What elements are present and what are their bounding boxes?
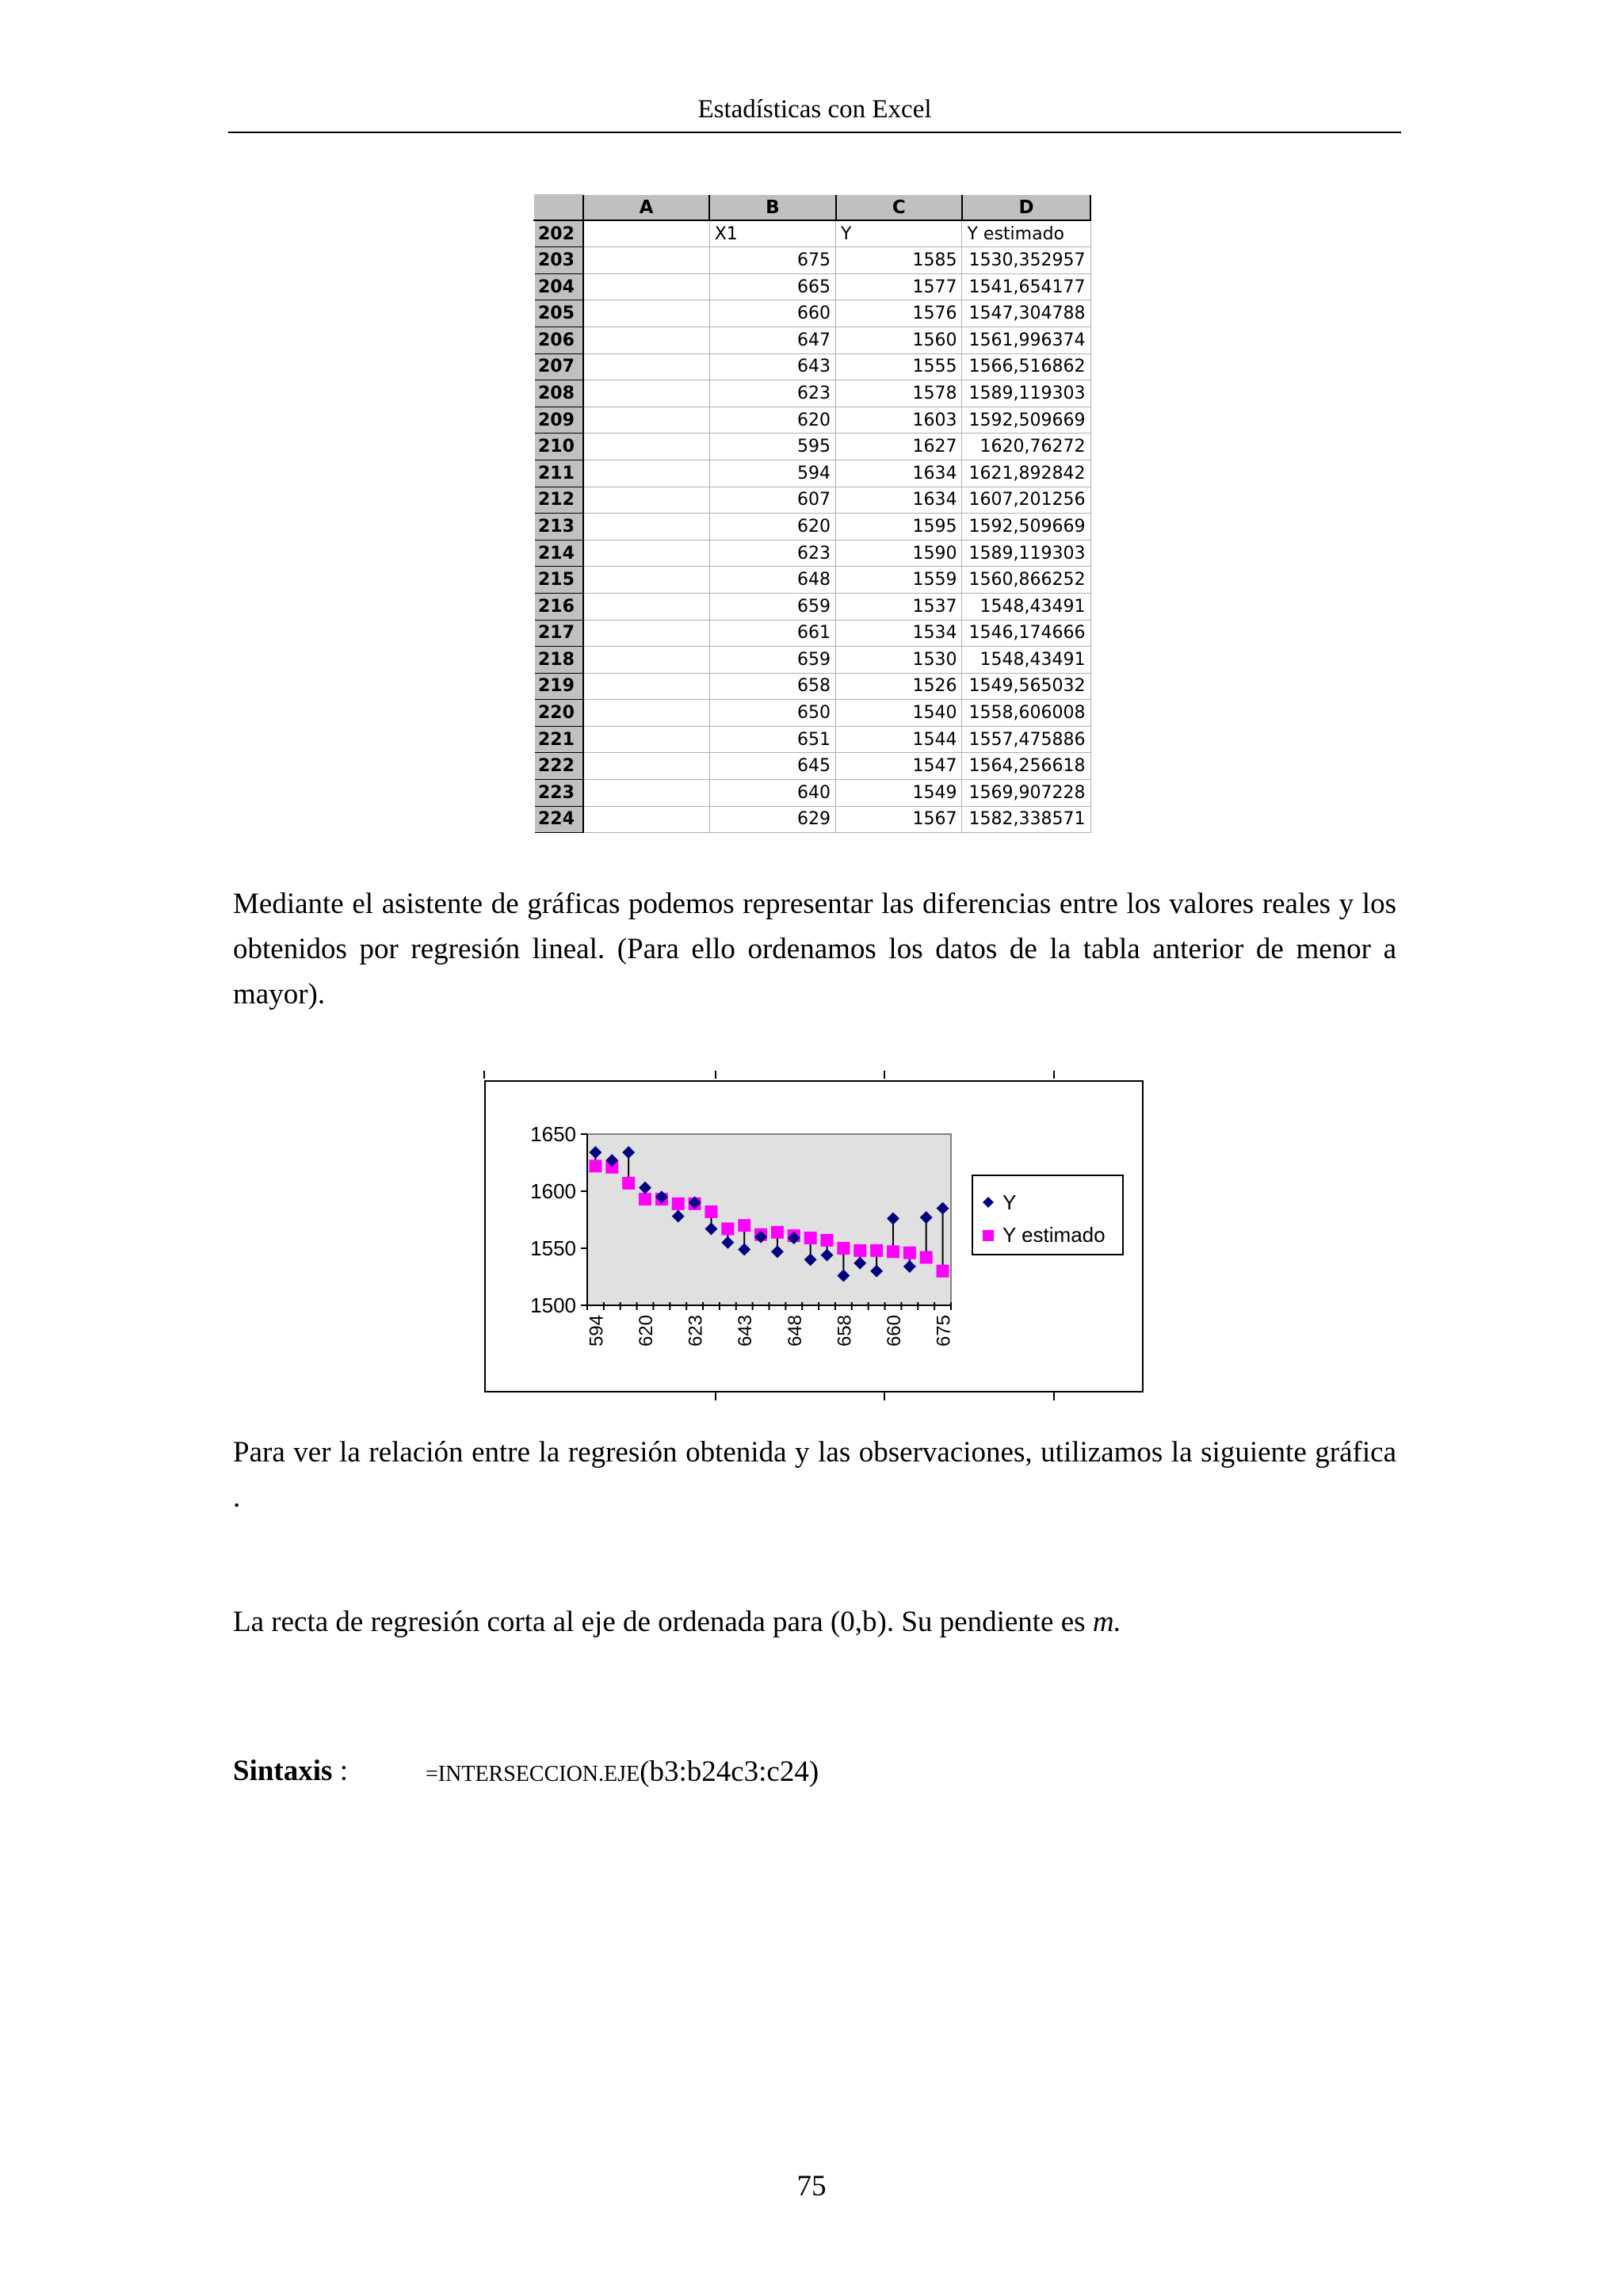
paragraph-regression-line-text: La recta de regresión corta al eje de ordenada para (0,b). Su pendiente es bbox=[233, 1606, 1093, 1638]
cell-b[interactable]: 594 bbox=[709, 460, 835, 487]
column-header-row bbox=[534, 194, 1090, 221]
y-estimado-point bbox=[771, 1226, 784, 1239]
y-estimado-point bbox=[854, 1244, 866, 1257]
x-tick-label: 648 bbox=[784, 1315, 806, 1347]
cell-c[interactable]: 1576 bbox=[836, 300, 962, 327]
cell-a[interactable] bbox=[583, 273, 709, 300]
cell-c[interactable]: 1634 bbox=[836, 460, 962, 487]
cell-b[interactable]: 595 bbox=[709, 434, 835, 460]
cell-b[interactable]: 647 bbox=[709, 327, 835, 353]
y-tick-label: 1500 bbox=[530, 1293, 576, 1317]
cell-c[interactable]: 1549 bbox=[836, 780, 962, 807]
row-header[interactable]: 205 bbox=[534, 300, 583, 327]
row-header[interactable]: 207 bbox=[534, 353, 583, 380]
cell-a[interactable] bbox=[583, 753, 709, 780]
y-estimado-point bbox=[920, 1251, 933, 1264]
cell-a[interactable] bbox=[583, 806, 709, 833]
residuals-chart bbox=[484, 1080, 1144, 1392]
cell-c[interactable]: 1530 bbox=[836, 647, 962, 674]
table-row bbox=[534, 806, 1090, 833]
cell-a[interactable] bbox=[583, 407, 709, 434]
cell-a[interactable] bbox=[583, 673, 709, 700]
chart-frame-tick bbox=[715, 1392, 716, 1400]
table-row bbox=[534, 593, 1090, 620]
cell-a[interactable] bbox=[583, 620, 709, 647]
table-row bbox=[534, 353, 1090, 380]
cell-a[interactable] bbox=[583, 567, 709, 594]
cell-a[interactable] bbox=[583, 593, 709, 620]
function-name: =INTERSECCION.EJE bbox=[426, 1762, 640, 1786]
y-estimado-point bbox=[821, 1234, 834, 1247]
cell-c[interactable]: 1590 bbox=[836, 540, 962, 567]
cell-a[interactable] bbox=[583, 726, 709, 753]
cell-d[interactable]: 1561,996374 bbox=[962, 327, 1090, 353]
x-tick-label: 660 bbox=[883, 1315, 905, 1347]
x-tick-label: 623 bbox=[685, 1315, 707, 1347]
cell-d[interactable]: 1548,43491 bbox=[962, 647, 1090, 674]
cell-d[interactable]: Y estimado bbox=[962, 220, 1090, 247]
cell-c[interactable]: 1559 bbox=[836, 567, 962, 594]
row-header[interactable]: 224 bbox=[534, 806, 583, 833]
select-all-corner[interactable] bbox=[534, 194, 583, 221]
cell-c[interactable]: 1603 bbox=[836, 407, 962, 434]
column-header-b[interactable]: B bbox=[709, 194, 835, 221]
cell-d[interactable]: 1620,76272 bbox=[962, 434, 1090, 460]
table-row bbox=[534, 407, 1090, 434]
cell-d[interactable]: 1548,43491 bbox=[962, 593, 1090, 620]
paragraph-regression-line bbox=[233, 1599, 1396, 1645]
row-header[interactable]: 208 bbox=[534, 380, 583, 407]
header-rule bbox=[228, 132, 1401, 133]
x-tick-label: 594 bbox=[586, 1315, 608, 1347]
chart-canvas bbox=[486, 1082, 1142, 1391]
cell-a[interactable] bbox=[583, 780, 709, 807]
row-header[interactable]: 217 bbox=[534, 620, 583, 647]
table-row bbox=[534, 487, 1090, 514]
table-row bbox=[534, 273, 1090, 300]
cell-d[interactable]: 1549,565032 bbox=[962, 673, 1090, 700]
cell-c[interactable]: 1595 bbox=[836, 514, 962, 541]
cell-b[interactable]: 651 bbox=[709, 726, 835, 753]
spreadsheet bbox=[533, 193, 1091, 858]
spreadsheet-table bbox=[533, 193, 1091, 833]
chart-frame-tick bbox=[715, 1071, 716, 1079]
cell-b[interactable]: 620 bbox=[709, 407, 835, 434]
x-tick-label: 675 bbox=[933, 1315, 955, 1347]
cell-a[interactable] bbox=[583, 647, 709, 674]
row-header[interactable]: 202 bbox=[534, 220, 583, 247]
row-header[interactable]: 218 bbox=[534, 647, 583, 674]
cell-c[interactable]: 1560 bbox=[836, 327, 962, 353]
cell-c[interactable]: 1567 bbox=[836, 806, 962, 833]
y-estimado-point bbox=[887, 1245, 899, 1258]
column-header-d[interactable]: D bbox=[962, 194, 1090, 221]
y-estimado-point bbox=[672, 1198, 685, 1210]
row-header[interactable]: 223 bbox=[534, 780, 583, 807]
function-arguments: (b3:b24c3:c24) bbox=[640, 1755, 819, 1788]
slope-symbol: m. bbox=[1092, 1606, 1121, 1638]
row-header[interactable]: 219 bbox=[534, 673, 583, 700]
row-header[interactable]: 221 bbox=[534, 726, 583, 753]
cell-d[interactable]: 1582,338571 bbox=[962, 806, 1090, 833]
cell-a[interactable] bbox=[583, 487, 709, 514]
cell-b[interactable]: 661 bbox=[709, 620, 835, 647]
y-estimado-point bbox=[589, 1159, 601, 1172]
running-header: Estadísticas con Excel bbox=[697, 95, 932, 124]
cell-a[interactable] bbox=[583, 434, 709, 460]
table-row bbox=[534, 647, 1090, 674]
cell-a[interactable] bbox=[583, 460, 709, 487]
chart-frame-tick bbox=[1053, 1392, 1055, 1400]
row-header[interactable]: 204 bbox=[534, 273, 583, 300]
y-estimado-point bbox=[721, 1223, 734, 1236]
y-tick-label: 1550 bbox=[530, 1236, 576, 1260]
table-row bbox=[534, 567, 1090, 594]
table-row bbox=[534, 620, 1090, 647]
table-row bbox=[534, 780, 1090, 807]
row-header[interactable]: 215 bbox=[534, 567, 583, 594]
table-row bbox=[534, 540, 1090, 567]
cell-a[interactable] bbox=[583, 300, 709, 327]
cell-c[interactable]: 1585 bbox=[836, 247, 962, 274]
table-row bbox=[534, 673, 1090, 700]
cell-c[interactable]: 1555 bbox=[836, 353, 962, 380]
cell-d[interactable]: 1589,119303 bbox=[962, 540, 1090, 567]
cell-a[interactable] bbox=[583, 540, 709, 567]
table-row bbox=[534, 434, 1090, 460]
y-tick-label: 1600 bbox=[530, 1179, 576, 1203]
y-estimado-point bbox=[705, 1205, 717, 1218]
cell-c[interactable]: 1537 bbox=[836, 593, 962, 620]
table-row bbox=[534, 327, 1090, 353]
y-estimado-point bbox=[870, 1244, 883, 1257]
cell-b[interactable]: 645 bbox=[709, 753, 835, 780]
column-header-a[interactable]: A bbox=[583, 194, 709, 221]
table-row bbox=[534, 460, 1090, 487]
syntax-label-text: Sintaxis bbox=[233, 1755, 333, 1787]
cell-b[interactable]: 660 bbox=[709, 300, 835, 327]
cell-b[interactable]: 659 bbox=[709, 593, 835, 620]
cell-a[interactable] bbox=[583, 327, 709, 353]
row-header[interactable]: 206 bbox=[534, 327, 583, 353]
row-header[interactable]: 222 bbox=[534, 753, 583, 780]
y-estimado-point bbox=[903, 1247, 916, 1259]
x-tick-label: 658 bbox=[834, 1315, 856, 1347]
row-header[interactable]: 211 bbox=[534, 460, 583, 487]
cell-d[interactable]: 1569,907228 bbox=[962, 780, 1090, 807]
y-estimado-point bbox=[639, 1193, 651, 1205]
cell-d[interactable]: 1621,892842 bbox=[962, 460, 1090, 487]
cell-d[interactable]: 1589,119303 bbox=[962, 380, 1090, 407]
row-header[interactable]: 209 bbox=[534, 407, 583, 434]
paragraph-chart-intro: Mediante el asistente de gráficas podemos representar las diferencias entre los valores reales y los obtenidos por regresión lineal. (Para ello ordenamos los datos de la tabla anterior de menor a mayor). bbox=[233, 888, 1396, 1010]
cell-b[interactable]: 623 bbox=[709, 380, 835, 407]
cell-c[interactable]: 1577 bbox=[836, 273, 962, 300]
y-estimado-point bbox=[837, 1242, 850, 1255]
legend-y-label: Y bbox=[1002, 1190, 1017, 1214]
syntax-label bbox=[233, 1754, 348, 1788]
cell-d[interactable]: 1557,475886 bbox=[962, 726, 1090, 753]
cell-d[interactable]: 1547,304788 bbox=[962, 300, 1090, 327]
cell-c[interactable]: 1634 bbox=[836, 487, 962, 514]
cell-b[interactable]: 650 bbox=[709, 700, 835, 727]
cell-b[interactable]: 658 bbox=[709, 673, 835, 700]
cell-a[interactable] bbox=[583, 514, 709, 541]
table-row bbox=[534, 726, 1090, 753]
cell-c[interactable]: 1578 bbox=[836, 380, 962, 407]
y-tick-label: 1650 bbox=[530, 1122, 576, 1146]
cell-c[interactable]: 1544 bbox=[836, 726, 962, 753]
row-header[interactable]: 203 bbox=[534, 247, 583, 274]
cell-a[interactable] bbox=[583, 380, 709, 407]
legend-y-estimado-label: Y estimado bbox=[1002, 1223, 1106, 1247]
cell-b[interactable]: 665 bbox=[709, 273, 835, 300]
y-estimado-point bbox=[804, 1232, 817, 1244]
cell-d[interactable]: 1566,516862 bbox=[962, 353, 1090, 380]
cell-b[interactable]: 643 bbox=[709, 353, 835, 380]
row-header[interactable]: 213 bbox=[534, 514, 583, 541]
column-header-c[interactable]: C bbox=[836, 194, 962, 221]
cell-b[interactable]: 640 bbox=[709, 780, 835, 807]
cell-a[interactable] bbox=[583, 247, 709, 274]
cell-c[interactable]: 1540 bbox=[836, 700, 962, 727]
cell-b[interactable]: 629 bbox=[709, 806, 835, 833]
y-estimado-point bbox=[622, 1177, 635, 1190]
cell-d[interactable]: 1530,352957 bbox=[962, 247, 1090, 274]
cell-b[interactable]: 623 bbox=[709, 540, 835, 567]
cell-d[interactable]: 1558,606008 bbox=[962, 700, 1090, 727]
table-row bbox=[534, 220, 1090, 247]
row-header[interactable]: 212 bbox=[534, 487, 583, 514]
cell-a[interactable] bbox=[583, 353, 709, 380]
table-row bbox=[534, 514, 1090, 541]
cell-c[interactable]: 1627 bbox=[836, 434, 962, 460]
row-header[interactable]: 216 bbox=[534, 593, 583, 620]
chart-frame-tick bbox=[884, 1392, 885, 1400]
legend-y-estimado-marker bbox=[983, 1230, 994, 1241]
row-header[interactable]: 220 bbox=[534, 700, 583, 727]
paragraph-regression-relation: Para ver la relación entre la regresión obtenida y las observaciones, utilizamos la siguiente gráfica . bbox=[233, 1436, 1396, 1514]
cell-b[interactable]: 607 bbox=[709, 487, 835, 514]
cell-a[interactable] bbox=[583, 700, 709, 727]
row-header[interactable]: 214 bbox=[534, 540, 583, 567]
chart-frame-tick bbox=[884, 1071, 885, 1079]
table-row bbox=[534, 247, 1090, 274]
table-row bbox=[534, 700, 1090, 727]
cell-c[interactable]: Y bbox=[836, 220, 962, 247]
page-number: 75 bbox=[796, 2170, 827, 2202]
cell-c[interactable]: 1547 bbox=[836, 753, 962, 780]
cell-c[interactable]: 1526 bbox=[836, 673, 962, 700]
table-row bbox=[534, 380, 1090, 407]
chart-frame-tick bbox=[483, 1071, 485, 1079]
table-row bbox=[534, 753, 1090, 780]
cell-a[interactable] bbox=[583, 220, 709, 247]
cell-d[interactable]: 1592,509669 bbox=[962, 514, 1090, 541]
cell-d[interactable]: 1564,256618 bbox=[962, 753, 1090, 780]
cell-b[interactable]: 675 bbox=[709, 247, 835, 274]
syntax-separator: : bbox=[332, 1755, 348, 1787]
cell-b[interactable]: 659 bbox=[709, 647, 835, 674]
cell-d[interactable]: 1592,509669 bbox=[962, 407, 1090, 434]
y-estimado-point bbox=[738, 1219, 750, 1232]
cell-b[interactable]: 648 bbox=[709, 567, 835, 594]
y-estimado-point bbox=[937, 1265, 949, 1278]
cell-d[interactable]: 1546,174666 bbox=[962, 620, 1090, 647]
chart-frame-tick bbox=[1053, 1071, 1055, 1079]
cell-b[interactable]: X1 bbox=[709, 220, 835, 247]
cell-d[interactable]: 1541,654177 bbox=[962, 273, 1090, 300]
cell-b[interactable]: 620 bbox=[709, 514, 835, 541]
x-tick-label: 620 bbox=[636, 1315, 658, 1347]
table-row bbox=[534, 300, 1090, 327]
cell-d[interactable]: 1607,201256 bbox=[962, 487, 1090, 514]
syntax-formula bbox=[426, 1755, 819, 1789]
cell-d[interactable]: 1560,866252 bbox=[962, 567, 1090, 594]
row-header[interactable]: 210 bbox=[534, 434, 583, 460]
x-tick-label: 643 bbox=[735, 1315, 757, 1347]
cell-c[interactable]: 1534 bbox=[836, 620, 962, 647]
